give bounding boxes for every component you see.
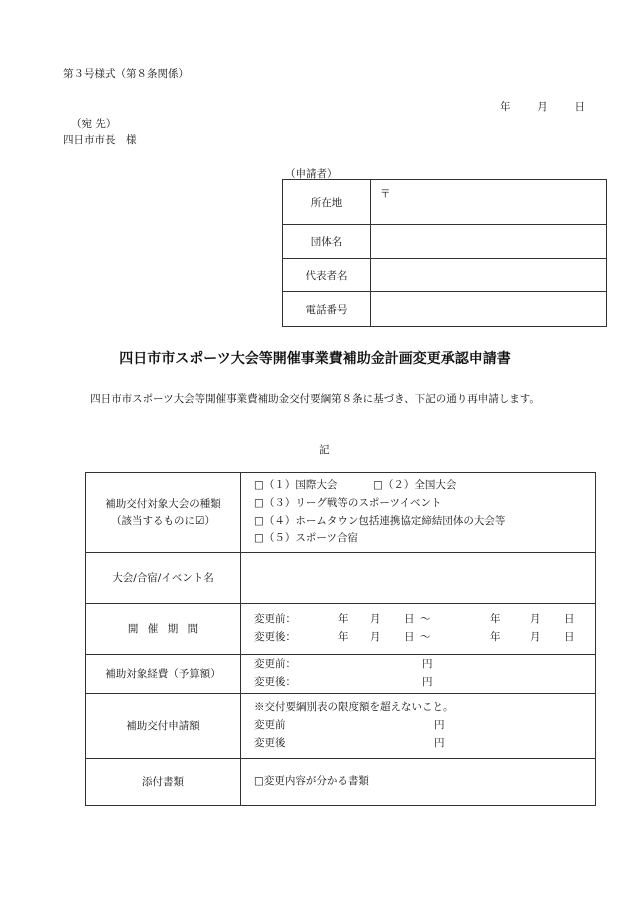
form-number: 第３号様式（第８条関係） — [63, 68, 189, 80]
period-label: 開催期間 — [127, 622, 208, 635]
period-before-start-year: 年 — [338, 613, 349, 626]
group-name-field[interactable] — [371, 225, 607, 259]
document-title: 四日市市スポーツ大会等開催事業費補助金計画変更承認申請書 — [119, 351, 511, 367]
option-camp-checkbox[interactable]: □（５）スポーツ合宿 — [254, 532, 359, 545]
row-amount — [86, 694, 596, 759]
period-after-start-day: 日 — [404, 631, 415, 643]
period-field[interactable] — [241, 604, 596, 655]
applicant-row-phone — [283, 292, 607, 327]
option-league-checkbox[interactable]: □（３）リーグ戦等のスポーツイベント — [254, 496, 442, 509]
row-attachments — [86, 759, 596, 806]
phone-label: 電話番号 — [283, 292, 371, 327]
ki-mark: 記 — [319, 444, 330, 456]
address-label: 所在地 — [283, 180, 371, 225]
period-after-label: 変更後： — [254, 631, 296, 643]
period-before-label: 変更前： — [254, 613, 296, 626]
period-after-tilde: ～ — [420, 631, 431, 643]
period-before-end-month: 月 — [530, 613, 541, 626]
date-month-label: 月 — [537, 101, 548, 113]
period-after-line — [254, 629, 595, 647]
date-day-label: 日 — [574, 101, 585, 113]
applicant-row-address — [283, 180, 607, 225]
amount-field[interactable] — [241, 694, 596, 759]
intro-text: 四日市市スポーツ大会等開催事業費補助金交付要綱第８条に基づき、下記の通り再申請します。 — [90, 393, 540, 405]
period-before-start-day: 日 — [404, 613, 415, 626]
attachments-checkbox[interactable]: □変更内容が分かる書類 — [241, 759, 596, 806]
event-type-label-cell — [86, 473, 241, 553]
date-year-label: 年 — [500, 101, 511, 113]
representative-label: 代表者名 — [283, 259, 371, 292]
addressee-mayor: 四日市市長 様 — [63, 134, 137, 146]
period-after-end-day: 日 — [564, 631, 575, 643]
amount-label: 補助交付申請額 — [86, 694, 241, 759]
attachments-label: 添付書類 — [86, 759, 241, 806]
event-type-label: 補助交付対象大会の種類 — [105, 497, 221, 510]
amount-note: ※交付要綱別表の限度額を超えないこと。 — [254, 701, 454, 714]
period-before-start-month: 月 — [370, 613, 381, 626]
amount-after-line — [254, 735, 595, 753]
applicant-table — [282, 179, 607, 327]
option-hometown-checkbox[interactable]: □（４）ホームタウン包括連携協定締結団体の大会等 — [254, 514, 506, 527]
applicant-label: （申請者） — [285, 168, 338, 180]
period-before-tilde: ～ — [420, 613, 431, 626]
cost-after-yen: 円 — [422, 676, 433, 688]
amount-after-yen: 円 — [434, 736, 445, 749]
option-national-checkbox[interactable]: □（２）全国大会 — [373, 478, 457, 491]
event-type-sublabel: （該当するものに☑） — [111, 514, 215, 527]
options-row-1 — [254, 477, 595, 495]
period-after-start-year: 年 — [338, 631, 349, 643]
cost-before-line — [254, 656, 595, 674]
cost-field[interactable] — [241, 655, 596, 694]
group-name-label: 団体名 — [283, 225, 371, 259]
option-international-checkbox[interactable]: □（１）国際大会 — [254, 478, 338, 491]
period-label-cell — [86, 604, 241, 655]
event-name-label: 大会/合宿/イベント名 — [86, 553, 241, 604]
applicant-row-rep — [283, 259, 607, 292]
amount-after-label: 変更後 — [254, 736, 286, 749]
event-name-field[interactable] — [241, 553, 596, 604]
cost-after-line — [254, 674, 595, 692]
row-event-type — [86, 473, 596, 553]
event-type-options — [241, 473, 596, 553]
row-period — [86, 604, 596, 655]
cost-before-label: 変更前： — [254, 658, 296, 671]
period-before-end-day: 日 — [564, 613, 575, 626]
amount-before-label: 変更前 — [254, 719, 286, 732]
cost-label: 補助対象経費（予算額） — [86, 655, 241, 694]
period-before-line — [254, 611, 595, 629]
applicant-row-group — [283, 225, 607, 259]
representative-field[interactable] — [371, 259, 607, 292]
period-after-end-year: 年 — [490, 631, 501, 643]
cost-after-label: 変更後： — [254, 676, 296, 688]
period-after-start-month: 月 — [370, 631, 381, 643]
cost-before-yen: 円 — [422, 658, 433, 671]
amount-before-yen: 円 — [434, 719, 445, 732]
details-table — [85, 472, 596, 806]
period-after-end-month: 月 — [530, 631, 541, 643]
phone-field[interactable] — [371, 292, 607, 327]
amount-before-line — [254, 717, 595, 735]
date-field[interactable] — [500, 99, 585, 114]
row-event-name — [86, 553, 596, 604]
addressee-label: （宛 先） — [71, 118, 117, 130]
address-field[interactable]: 〒 — [371, 180, 607, 225]
row-cost — [86, 655, 596, 694]
period-before-end-year: 年 — [490, 613, 501, 626]
